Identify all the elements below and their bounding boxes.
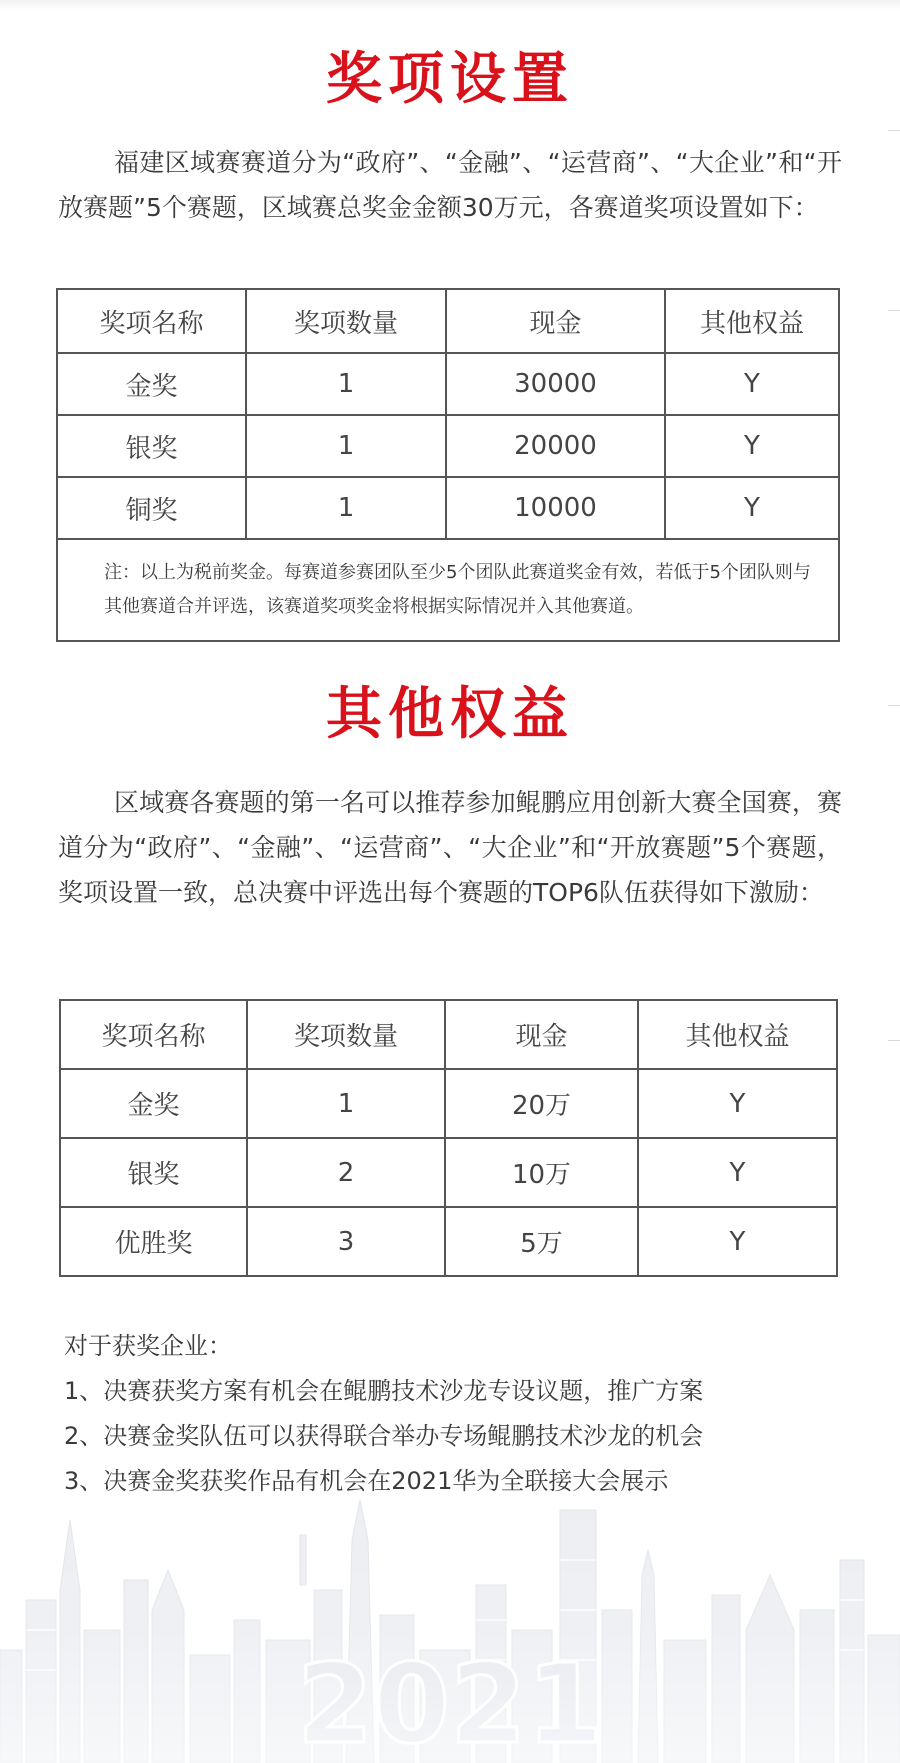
table-cell: 3: [247, 1207, 445, 1276]
table-cell: 金奖: [60, 1069, 247, 1138]
header-cell: 现金: [446, 289, 665, 353]
edge-tick: [888, 130, 900, 131]
table-header-row: [57, 289, 839, 353]
header-cell: 奖项名称: [57, 289, 246, 353]
top-fade: [0, 0, 900, 10]
skyline-fade-overlay: [0, 1480, 900, 1763]
table-cell: 1: [246, 353, 446, 415]
benefits-heading: 对于获奖企业：: [64, 1332, 232, 1360]
table-cell: Y: [665, 415, 839, 477]
table-cell: Y: [665, 353, 839, 415]
table-cell: Y: [638, 1069, 837, 1138]
table-row: [60, 1207, 837, 1276]
header-cell: 奖项数量: [247, 1000, 445, 1069]
table-cell: 1: [247, 1069, 445, 1138]
table-cell: 银奖: [60, 1138, 247, 1207]
table-cell: 优胜奖: [60, 1207, 247, 1276]
table-row: [57, 477, 839, 539]
section-title-other-benefits: 其他权益: [326, 682, 574, 747]
header-cell: 其他权益: [638, 1000, 837, 1069]
table-cell: 1: [246, 477, 446, 539]
table-cell: 金奖: [57, 353, 246, 415]
benefit-item: 2、决赛金奖队伍可以获得联合举办专场鲲鹏技术沙龙的机会: [64, 1422, 704, 1450]
national-intro-paragraph: 区域赛各赛题的第一名可以推荐参加鲲鹏应用创新大赛全国赛，赛道分为“政府”、“金融”、“运营商”、“大企业”和“开放赛题”5个赛题，奖项设置一致，总决赛中评选出每个赛题的TOP6队伍获得如下激励：: [58, 788, 842, 907]
table-cell: 银奖: [57, 415, 246, 477]
edge-tick: [888, 1040, 900, 1041]
table-header-row: [60, 1000, 837, 1069]
table-row: [57, 353, 839, 415]
section-title-prizes: 奖项设置: [326, 47, 574, 112]
winner-benefits: [64, 1324, 844, 1504]
table-cell: Y: [638, 1207, 837, 1276]
table-cell: 铜奖: [57, 477, 246, 539]
regional-prize-table: [56, 288, 840, 642]
table-row: [60, 1069, 837, 1138]
table-row: [60, 1138, 837, 1207]
table-cell: 1: [246, 415, 446, 477]
table-cell: 20万: [445, 1069, 638, 1138]
table-cell: Y: [638, 1138, 837, 1207]
header-cell: 奖项数量: [246, 289, 446, 353]
table-cell: 30000: [446, 353, 665, 415]
header-cell: 其他权益: [665, 289, 839, 353]
table-cell: 20000: [446, 415, 665, 477]
edge-tick: [888, 310, 900, 311]
city-skyline-illustration: [0, 1480, 900, 1763]
table-cell: 10000: [446, 477, 665, 539]
table-cell: 5万: [445, 1207, 638, 1276]
header-cell: 现金: [445, 1000, 638, 1069]
benefit-item: 1、决赛获奖方案有机会在鲲鹏技术沙龙专设议题，推广方案: [64, 1377, 704, 1405]
table-cell: 2: [247, 1138, 445, 1207]
table-cell: Y: [665, 477, 839, 539]
tax-note: 注：以上为税前奖金。每赛道参赛团队至少5个团队此赛道奖金有效，若低于5个团队则与其他赛道合并评选，该赛道奖项奖金将根据实际情况并入其他赛道。: [57, 539, 839, 641]
table-note-row: [57, 539, 839, 641]
national-prize-table: [59, 999, 838, 1277]
header-cell: 奖项名称: [60, 1000, 247, 1069]
table-cell: 10万: [445, 1138, 638, 1207]
regional-intro-paragraph: 福建区域赛赛道分为“政府”、“金融”、“运营商”、“大企业”和“开放赛题”5个赛题，区域赛总奖金金额30万元，各赛道奖项设置如下：: [58, 148, 842, 222]
table-row: [57, 415, 839, 477]
